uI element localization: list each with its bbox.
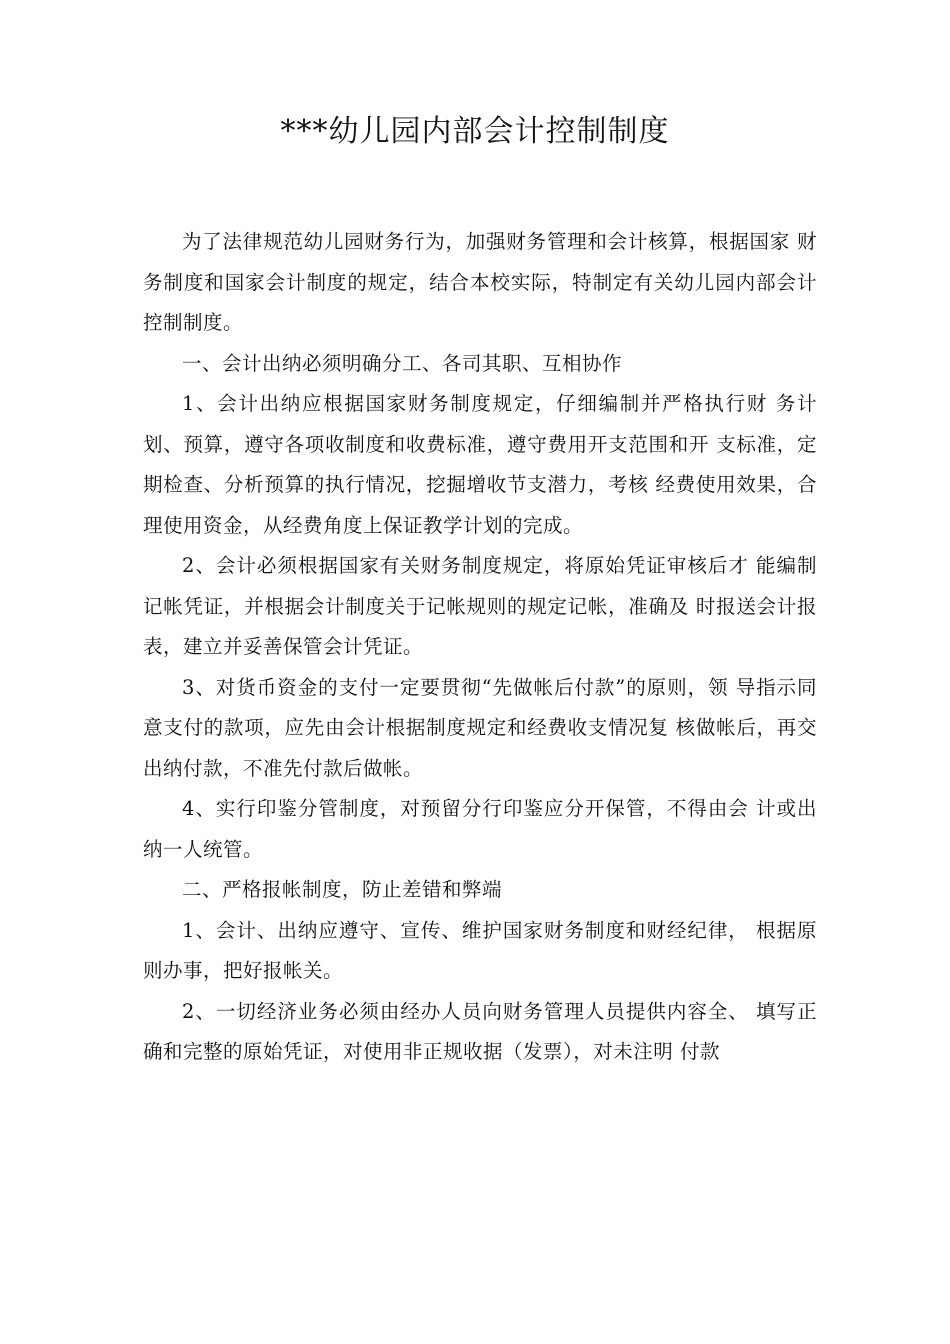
document-title: ***幼儿园内部会计控制制度: [280, 114, 670, 149]
paragraph-1-4: 4、实行印鉴分管制度，对预留分行印鉴应分开保管，不得由会 计或出纳一人统管。: [143, 797, 817, 861]
paragraph-1-1: 1、会计出纳应根据国家财务制度规定，仔细编制并严格执行财 务计划、预算，遵守各项收制度和收费标准，遵守费用开支范围和开 支标准，定期检查、分析预算的执行情况，挖掘增收节支潜力，考核 经费使用效果，合理使用资金，从经费角度上保证教学计划的完成。: [143, 392, 817, 537]
section-heading-1: 一、会计出纳必须明确分工、各司其职、互相协作: [182, 351, 623, 375]
document-body: [143, 222, 817, 1073]
paragraph-1-2: 2、会计必须根据国家有关财务制度规定，将原始凭证审核后才 能编制记帐凭证，并根据会计制度关于记帐规则的规定记帐，准确及 时报送会计报表，建立并妥善保管会计凭证。: [143, 554, 817, 658]
section-heading-2: 二、严格报帐制度，防止差错和弊端: [182, 878, 503, 901]
paragraph-2-1: 1、会计、出纳应遵守、宣传、维护国家财务制度和财经纪律， 根据原则办事，把好报帐关。: [143, 918, 817, 982]
paragraph-1-3: 3、对货币资金的支付一定要贯彻“先做帐后付款”的原则，领 导指示同意支付的款项，应先由会计根据制度规定和经费收支情况复 核做帐后，再交出纳付款，不准先付款后做帐。: [143, 675, 817, 780]
paragraph-2-2: 2、一切经济业务必须由经办人员向财务管理人员提供内容全、 填写正确和完整的原始凭证，对使用非正规收据（发票），对未注明 付款: [143, 999, 817, 1063]
paragraph-intro: 为了法律规范幼儿园财务行为，加强财务管理和会计核算，根据国家 财务制度和国家会计制度的规定，结合本校实际，特制定有关幼儿园内部会计控制制度。: [143, 230, 817, 334]
